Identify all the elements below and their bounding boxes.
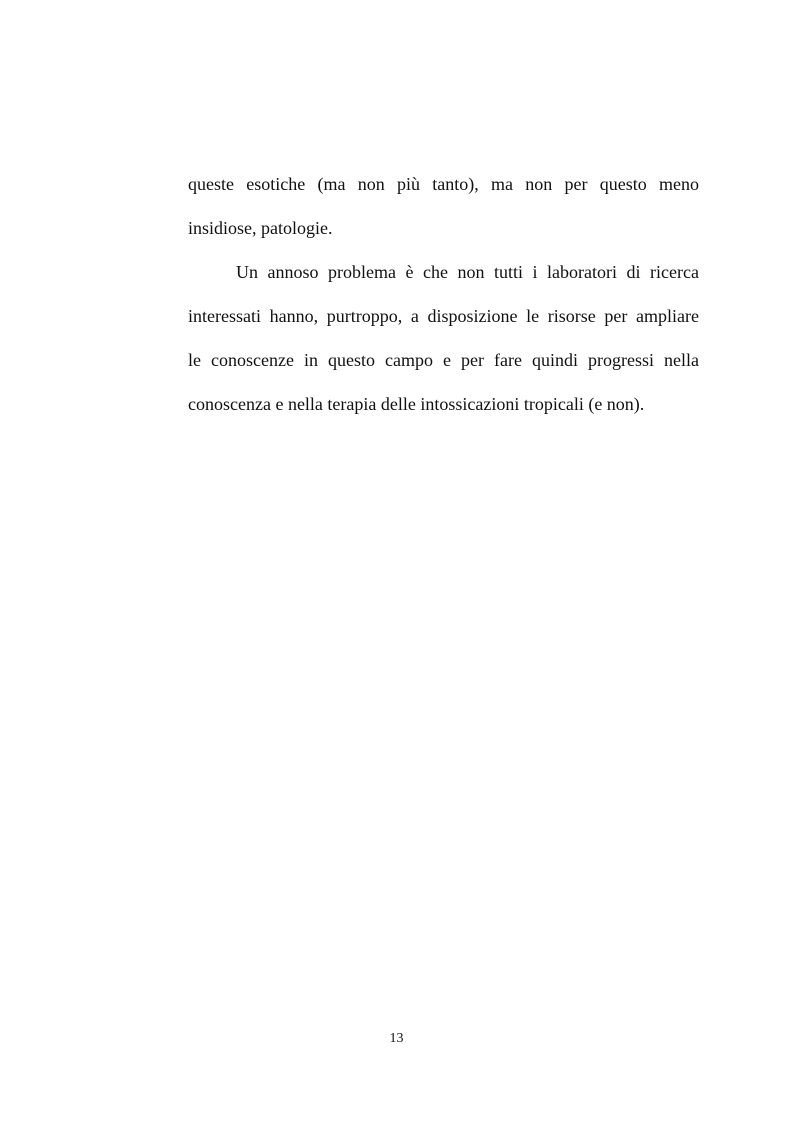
paragraph-2-line-4: conoscenza e nella terapia delle intossicazioni tropicali (e non). (188, 394, 645, 414)
page-number: 13 (389, 1031, 404, 1046)
paragraph-2-line-1: Un annoso problema è che non tutti i laboratori di ricerca (236, 262, 699, 282)
paragraph-1-line-1: queste esotiche (ma non più tanto), ma non per questo meno (188, 174, 699, 194)
paragraph-2-line-3: le conoscenze in questo campo e per fare quindi progressi nella (188, 350, 699, 370)
paragraph-2-line-2: interessati hanno, purtroppo, a disposizione le risorse per ampliare (188, 306, 699, 326)
paragraph-1-line-2: insidiose, patologie. (188, 218, 333, 238)
